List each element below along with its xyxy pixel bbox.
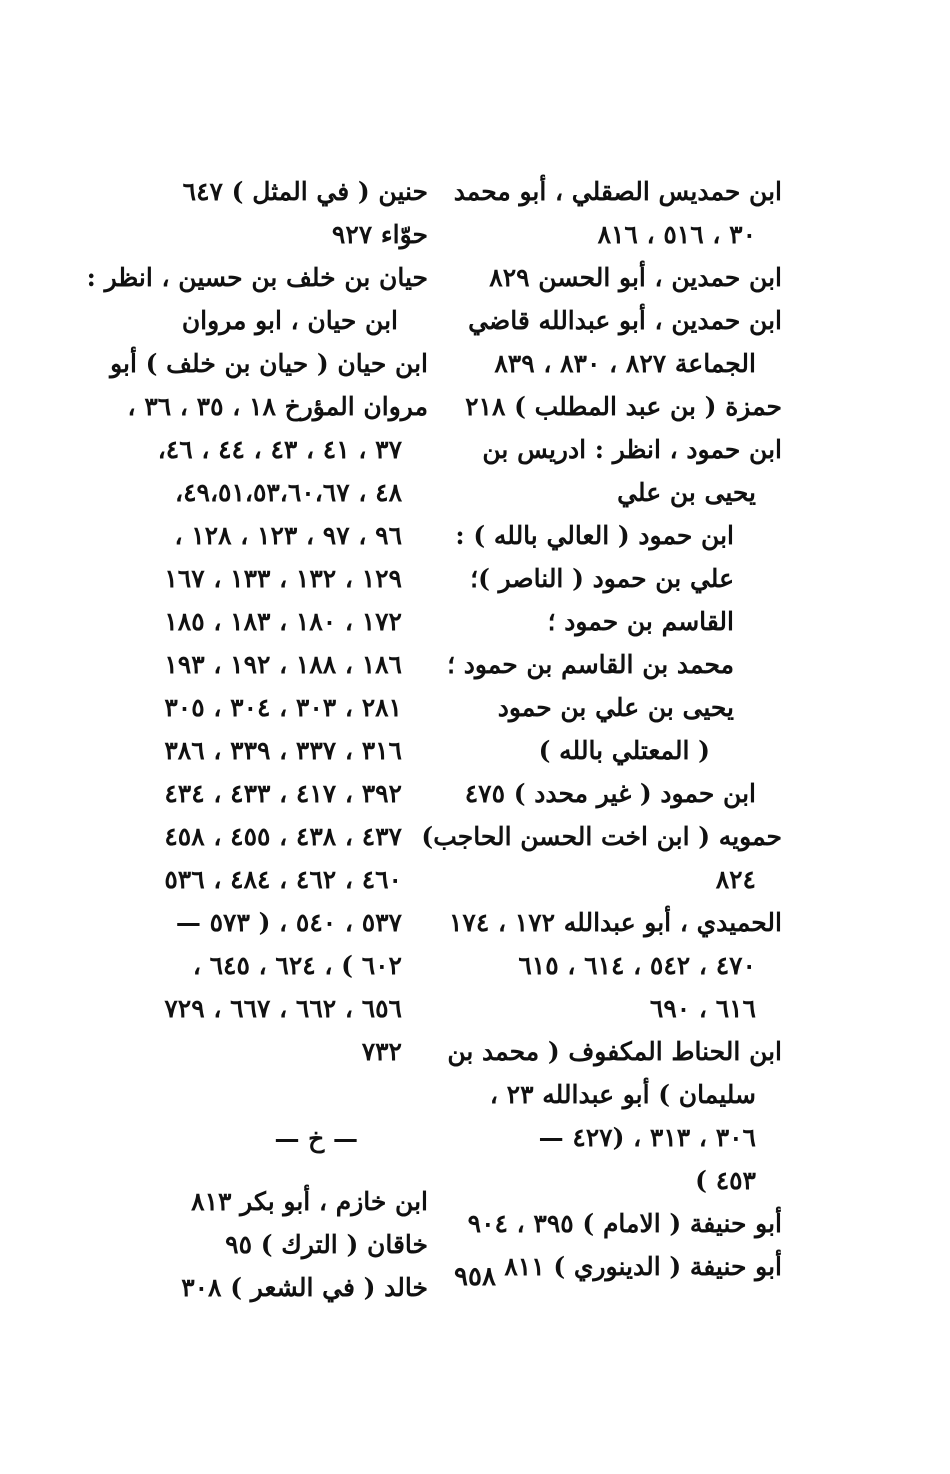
index-entry: ابن خازم ، أبو بكر ٨١٣ — [191, 1187, 428, 1216]
index-entry-continuation: ٤٥٣ ) — [695, 1166, 756, 1195]
index-entry-continuation: مروان المؤرخ ١٨ ، ٣٥ ، ٣٦ ، — [127, 392, 428, 421]
index-entry: حوّاء ٩٢٧ — [331, 220, 428, 249]
section-heading-kha: — خ — — [274, 1124, 358, 1153]
index-entry-continuation: ٣٧ ، ٤١ ، ٤٣ ، ٤٤ ، ٤٦، — [157, 435, 402, 464]
index-entry-continuation: ٤٣٧ ، ٤٣٨ ، ٤٥٥ ، ٤٥٨ — [164, 822, 402, 851]
page-number: ٩٥٨ — [454, 1262, 496, 1292]
index-entry: ابن حمود ( العالي بالله ) : — [455, 521, 734, 550]
index-entry: خاقان ( الترك ) ٩٥ — [225, 1230, 428, 1259]
index-entry-continuation: ١٢٩ ، ١٣٢ ، ١٣٣ ، ١٦٧ — [164, 564, 402, 593]
index-entry: ابن حيان ( حيان بن خلف ) أبو — [110, 349, 428, 378]
index-entry-continuation: ٦٥٦ ، ٦٦٢ ، ٦٦٧ ، ٧٢٩ — [164, 994, 402, 1023]
index-entry-continuation: ابن حيان ، ابو مروان — [181, 306, 398, 335]
index-subentry: محمد بن القاسم بن حمود ؛ — [447, 650, 734, 679]
index-entry: الحميدي ، أبو عبدالله ١٧٢ ، ١٧٤ — [449, 908, 782, 937]
index-entry-continuation: ٤٨ ، ٤٩،٥١،٥٣،٦٠،٦٧، — [175, 478, 402, 507]
index-entry-continuation: ٧٣٢ — [361, 1037, 402, 1066]
index-entry-continuation: ٣٠٦ ، ٣١٣ ، (٤٢٧ — — [538, 1123, 756, 1152]
index-entry-continuation: ٢٨١ ، ٣٠٣ ، ٣٠٤ ، ٣٠٥ — [164, 693, 402, 722]
index-entry: ابن الحناط المكفوف ( محمد بن — [447, 1037, 782, 1066]
section-gap — [158, 1073, 428, 1117]
section-gap — [158, 1160, 428, 1180]
index-entry-continuation: ١٧٢ ، ١٨٠ ، ١٨٣ ، ١٨٥ — [164, 607, 402, 636]
index-entry-continuation: ١٨٦ ، ١٨٨ ، ١٩٢ ، ١٩٣ — [164, 650, 402, 679]
index-entry-continuation: يحيى بن علي — [617, 478, 756, 507]
index-entry: حمزة ( بن عبد المطلب ) ٢١٨ — [465, 392, 782, 421]
index-entry: ابن حمدين ، أبو عبدالله قاضي — [468, 306, 782, 335]
index-entry-continuation: ٥٣٧ ، ٥٤٠ ، ( ٥٧٣ — — [175, 908, 402, 937]
index-entry-continuation: ٣٠ ، ٥١٦ ، ٨١٦ — [597, 220, 756, 249]
index-subentry: علي بن حمود ( الناصر )؛ — [470, 564, 734, 593]
index-entry: ابن حمود ، انظر : ادريس بن — [482, 435, 782, 464]
index-entry-continuation: سليمان ) أبو عبدالله ٢٣ ، — [489, 1080, 756, 1109]
index-entry-continuation: ٣٩٢ ، ٤١٧ ، ٤٣٣ ، ٤٣٤ — [164, 779, 402, 808]
index-entry-continuation: ٤٧٠ ، ٥٤٢ ، ٦١٤ ، ٦١٥ — [518, 951, 756, 980]
index-entry: خالد ( في الشعر ) ٣٠٨ — [181, 1273, 428, 1302]
index-subentry-continuation: ( المعتلي بالله ) — [538, 736, 710, 765]
index-entry: ابن حمدين ، أبو الحسن ٨٢٩ — [489, 263, 782, 292]
index-entry-continuation: الجماعة ٨٢٧ ، ٨٣٠ ، ٨٣٩ — [494, 349, 756, 378]
index-entry-continuation: ٣١٦ ، ٣٣٧ ، ٣٣٩ ، ٣٨٦ — [164, 736, 402, 765]
index-entry: حمويه ( ابن اخت الحسن الحاجب) — [421, 822, 782, 851]
index-entry: ابن حمديس الصقلي ، أبو محمد — [453, 177, 782, 206]
index-entry-continuation: ٤٦٠ ، ٤٦٢ ، ٤٨٤ ، ٥٣٦ — [164, 865, 402, 894]
index-entry: أبو حنيفة ( الامام ) ٣٩٥ ، ٩٠٤ — [467, 1209, 782, 1238]
index-subentry: القاسم بن حمود ؛ — [547, 607, 734, 636]
index-subentry: يحيى بن علي بن حمود — [497, 693, 734, 722]
index-entry: حنين ( في المثل ) ٦٤٧ — [182, 177, 428, 206]
index-entry-continuation: ٩٦ ، ٩٧ ، ١٢٣ ، ١٢٨ ، — [174, 521, 402, 550]
index-entry-continuation: ٦٠٢ ) ، ٦٢٤ ، ٦٤٥ ، — [192, 951, 402, 980]
left-index-column — [86, 170, 428, 1309]
index-entry: أبو حنيفة ( الدينوري ) ٨١١ — [504, 1252, 782, 1281]
index-entry: حيان بن خلف بن حسين ، انظر : — [86, 263, 428, 292]
index-entry-continuation: ٨٢٤ — [715, 865, 756, 894]
index-entry: ابن حمود ( غير محدد ) ٤٧٥ — [464, 779, 756, 808]
right-index-column — [421, 170, 782, 1288]
index-entry-continuation: ٦١٦ ، ٦٩٠ — [649, 994, 756, 1023]
